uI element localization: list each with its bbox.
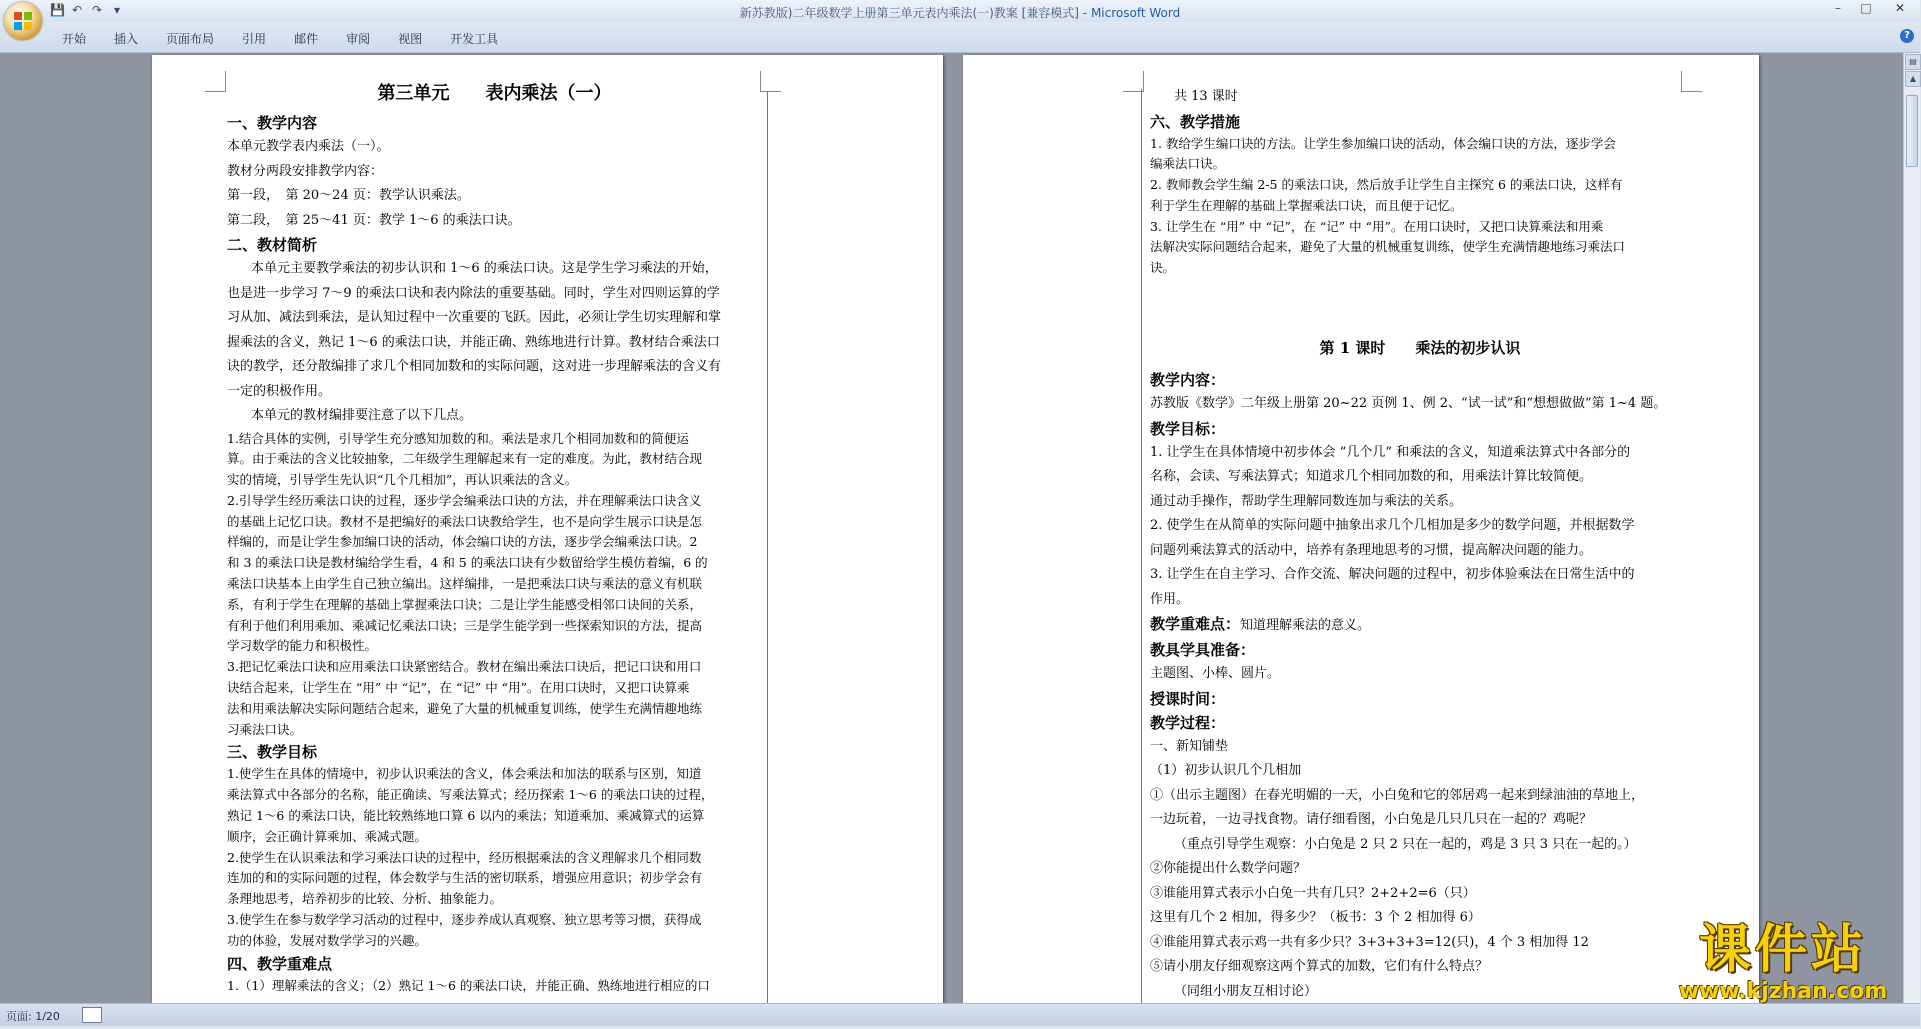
tab-5[interactable]: 审阅 bbox=[346, 32, 371, 46]
scroll-up-icon[interactable]: ▲ bbox=[1905, 71, 1921, 87]
page-count[interactable]: 页面: 1/20 bbox=[6, 1010, 60, 1023]
heading-text: 授课时间： bbox=[1150, 689, 1226, 708]
heading-extra: 知道理解乘法的意义。 bbox=[1240, 618, 1371, 634]
text-line: 本单元的教材编排要注意了以下几点。 bbox=[251, 408, 473, 423]
status-bar bbox=[0, 1003, 1920, 1026]
ribbon-tabs bbox=[48, 30, 512, 48]
section-heading bbox=[1150, 687, 1690, 711]
text-line: 1.（1）理解乘法的含义；（2）熟记 1～6 的乘法口诀，并能正确、熟练地进行相应的口 bbox=[227, 977, 710, 993]
text-line: ④谁能用算式表示鸡一共有多少只？3+3+3+3=12(只)，4 个 3 相加得 12 bbox=[1150, 934, 1589, 950]
section-heading bbox=[1150, 711, 1690, 735]
heading-text: 二、教材简析 bbox=[227, 236, 318, 254]
text-line: 乘法算式中各部分的名称，能正确读、写乘法算式；经历探索 1～6 的乘法口诀的过程， bbox=[227, 787, 714, 803]
text-line: 3.把记忆乘法口诀和应用乘法口诀紧密结合。教材在编出乘法口诀后，把记口诀和用口 bbox=[227, 659, 702, 675]
text-line: 实的情境，引导学生先认识“几个几相加”，再认识乘法的含义。 bbox=[227, 472, 578, 488]
heading-text: 三、教学目标 bbox=[227, 743, 318, 762]
section-heading bbox=[227, 740, 762, 764]
text-line: 条理地思考，培养初步的比较、分析、抽象能力。 bbox=[227, 891, 503, 907]
section-heading bbox=[227, 111, 762, 135]
text-line: 学习数学的能力和积极性。 bbox=[227, 638, 378, 654]
watermark-url: www.kjzhan.com bbox=[1678, 979, 1888, 1004]
tab-1[interactable]: 插入 bbox=[114, 32, 139, 46]
redo-icon[interactable]: ↷ bbox=[91, 3, 103, 17]
text-line: 习乘法口诀。 bbox=[227, 721, 303, 737]
vertical-scrollbar[interactable] bbox=[1903, 53, 1920, 1003]
crop-mark bbox=[205, 71, 226, 92]
maximize-button[interactable]: □ bbox=[1860, 1, 1872, 15]
section-heading bbox=[1150, 110, 1690, 134]
section-heading bbox=[1150, 612, 1690, 638]
text-line: 通过动手操作，帮助学生理解同数连加与乘法的关系。 bbox=[1150, 493, 1463, 509]
text-line: 主题图、小棒、圆片。 bbox=[1150, 666, 1281, 682]
text-line: 顺序，会正确计算乘加、乘减式题。 bbox=[227, 828, 428, 844]
text-line: （同组小朋友互相讨论） bbox=[1174, 983, 1318, 999]
page-2-content[interactable] bbox=[1150, 85, 1690, 1029]
document-title: 第三单元 表内乘法（一） bbox=[377, 83, 612, 104]
section-heading bbox=[1150, 638, 1690, 662]
proofing-icon[interactable] bbox=[82, 1007, 102, 1023]
text-line: 的基础上记忆口诀。教材不是把编好的乘法口诀教给学生，也不是向学生展示口诀是怎 bbox=[227, 513, 703, 529]
heading-text: 六、教学措施 bbox=[1150, 112, 1241, 131]
tab-6[interactable]: 视图 bbox=[398, 32, 423, 46]
text-line: 第一段， 第 20～24 页：教学认识乘法。 bbox=[227, 188, 470, 203]
document-area[interactable] bbox=[0, 53, 1904, 1003]
lesson-title: 第 1 课时 乘法的初步认识 bbox=[1319, 339, 1521, 358]
margin-line bbox=[767, 91, 768, 1021]
section-heading bbox=[1150, 368, 1690, 392]
section-heading bbox=[1150, 417, 1690, 441]
tab-4[interactable]: 邮件 bbox=[294, 32, 319, 46]
title-bar bbox=[0, 0, 1920, 22]
text-line: 1.结合具体的实例，引导学生充分感知加数的和。乘法是求几个相同加数和的简便运 bbox=[227, 430, 689, 446]
page-1-content[interactable] bbox=[227, 77, 762, 996]
text-line: 系，有利于学生在理解的基础上掌握乘法口诀；二是让学生能感受相邻口诀间的关系， bbox=[227, 596, 703, 612]
text-line: 共 13 课时 bbox=[1174, 89, 1238, 104]
tab-2[interactable]: 页面布局 bbox=[166, 32, 215, 46]
text-line: 法和用乘法解决实际问题结合起来，避免了大量的机械重复训练，使学生充满情趣地练 bbox=[227, 700, 703, 716]
office-button[interactable] bbox=[4, 2, 42, 40]
crop-mark bbox=[760, 71, 781, 92]
section-heading bbox=[227, 233, 762, 257]
section-heading bbox=[227, 952, 762, 976]
window-controls bbox=[1824, 0, 1920, 18]
text-line: 诀结合起来，让学生在 “用” 中 “记”，在 “记” 中 “用”。在用口诀时，又把口诀算乘 bbox=[227, 680, 690, 696]
text-line: 一、新知铺垫 bbox=[1150, 738, 1229, 754]
text-line: 3. 让学生在 “用” 中 “记”，在 “记” 中 “用”。在用口诀时，又把口诀算乘法和用乘 bbox=[1150, 218, 1604, 234]
save-icon[interactable]: 💾 bbox=[50, 3, 65, 17]
heading-text: 教学过程： bbox=[1150, 713, 1226, 732]
tab-7[interactable]: 开发工具 bbox=[450, 32, 499, 46]
document-page-2[interactable] bbox=[963, 55, 1759, 1015]
text-line: 利于学生在理解的基础上掌握乘法口诀，而且便于记忆。 bbox=[1150, 197, 1463, 213]
text-line: 乘法口诀基本上由学生自己独立编出。这样编排，一是把乘法口诀与乘法的意义有机联 bbox=[227, 576, 703, 592]
text-line: 作用。 bbox=[1150, 591, 1190, 607]
text-line: 1. 让学生在具体情境中初步体会 “几个几” 和乘法的含义，知道乘法算式中各部分的 bbox=[1150, 444, 1631, 460]
watermark-logo bbox=[1668, 920, 1898, 1004]
text-line: 1. 教给学生编口诀的方法。让学生参加编口诀的活动，体会编口诀的方法，逐步学会 bbox=[1150, 135, 1616, 151]
text-line: 2. 教师教会学生编 2-5 的乘法口诀，然后放手让学生自主探究 6 的乘法口诀，这样有 bbox=[1150, 177, 1623, 193]
text-line: 2.引导学生经历乘法口诀的过程，逐步学会编乘法口诀的方法，并在理解乘法口诀含义 bbox=[227, 492, 702, 508]
text-line: 问题列乘法算式的活动中，培养有条理地思考的习惯，提高解决问题的能力。 bbox=[1150, 542, 1593, 558]
text-line: 第二段， 第 25～41 页：教学 1～6 的乘法口诀。 bbox=[227, 212, 521, 228]
ribbon bbox=[0, 22, 1920, 53]
minimize-button[interactable]: – bbox=[1835, 1, 1841, 15]
text-line: 功的体验，发展对数学学习的兴趣。 bbox=[227, 932, 428, 948]
text-line: 法解决实际问题结合起来，避免了大量的机械重复训练，使学生充满情趣地练习乘法口 bbox=[1150, 239, 1626, 255]
text-line: 熟记 1～6 的乘法口诀，能比较熟练地口算 6 以内的乘法；知道乘加、乘减算式的运算 bbox=[227, 808, 705, 824]
text-line: 1.使学生在具体的情境中，初步认识乘法的含义，体会乘法和加法的联系与区别，知道 bbox=[227, 766, 702, 782]
text-line: 编乘法口诀。 bbox=[1150, 156, 1226, 172]
heading-text: 教学内容： bbox=[1150, 371, 1226, 390]
text-line: ①（出示主题图）在春光明媚的一天，小白兔和它的邻居鸡一起来到绿油油的草地上， bbox=[1150, 787, 1645, 803]
text-line: 诀。 bbox=[1150, 260, 1176, 276]
text-line: 和 3 的乘法口诀是教材编给学生看，4 和 5 的乘法口诀有少数留给学生模仿着编，6 的 bbox=[227, 555, 708, 571]
text-line: 3. 让学生在自主学习、合作交流、解决问题的过程中，初步体验乘法在日常生活中的 bbox=[1150, 567, 1635, 583]
close-button[interactable]: ✕ bbox=[1894, 1, 1906, 15]
window-title: 新苏教版)二年级数学上册第三单元表内乘法(一)教案 [兼容模式] - Microsoft Word bbox=[739, 6, 1181, 20]
blank-line bbox=[1150, 304, 1690, 329]
heading-text: 四、教学重难点 bbox=[227, 954, 333, 973]
text-line: 也是进一步学习 7～9 的乘法口诀和表内除法的重要基础。同时，学生对四则运算的学 bbox=[227, 285, 720, 301]
scroll-thumb[interactable] bbox=[1906, 95, 1918, 167]
text-line: ③谁能用算式表示小白兔一共有几只？2+2+2=6（只） bbox=[1150, 885, 1476, 901]
text-line: 本单元教学表内乘法（一）。 bbox=[227, 139, 390, 154]
tab-0[interactable]: 开始 bbox=[62, 32, 87, 46]
text-line: 一定的积极作用。 bbox=[227, 383, 332, 399]
tab-3[interactable]: 引用 bbox=[242, 32, 267, 46]
text-line: 连加的和的实际问题的过程，体会数学与生活的密切联系，增强应用意识；初步学会有 bbox=[227, 870, 703, 886]
text-line: 样编的，而是让学生参加编口诀的活动，体会编口诀的方法，逐步学会编乘法口诀。2 bbox=[227, 534, 698, 550]
text-line: ②你能提出什么数学问题？ bbox=[1150, 861, 1307, 877]
customize-qat-icon[interactable]: ▾ bbox=[113, 3, 121, 17]
text-line: 苏教版《数学》二年级上册第 20~22 页例 1、例 2、“试一试”和“想想做做”第 1~4 题。 bbox=[1150, 396, 1667, 412]
margin-line bbox=[1141, 89, 1142, 1019]
heading-text: 教具学具准备： bbox=[1150, 641, 1256, 660]
text-line: 握乘法的含义，熟记 1～6 的乘法口诀，并能正确、熟练地进行计算。教材结合乘法口 bbox=[227, 334, 720, 350]
help-icon[interactable]: ? bbox=[1900, 29, 1914, 43]
text-line: 2.使学生在认识乘法和学习乘法口诀的过程中，经历根据乘法的含义理解求几个相同数 bbox=[227, 849, 702, 865]
text-line: 本单元主要教学乘法的初步认识和 1～6 的乘法口诀。这是学生学习乘法的开始， bbox=[251, 261, 718, 276]
text-line: 名称，会读、写乘法算式；知道求几个相同加数的和，用乘法计算比较简便。 bbox=[1150, 469, 1593, 485]
text-line: 诀的教学，还分散编排了求几个相同加数和的实际问题，这对进一步理解乘法的含义有 bbox=[227, 359, 722, 374]
heading-text: 教学目标： bbox=[1150, 419, 1226, 438]
office-logo-icon bbox=[13, 11, 33, 31]
blank-line bbox=[1150, 279, 1690, 304]
text-line: 教材分两段安排教学内容： bbox=[227, 163, 384, 179]
watermark-text: 课件站 bbox=[1698, 920, 1867, 980]
text-line: 有利于他们利用乘加、乘减记忆乘法口诀；三是学生能学到一些探索知识的方法，提高 bbox=[227, 617, 703, 633]
undo-icon[interactable]: ↶ bbox=[71, 3, 83, 17]
text-line: 一边玩着，一边寻找食物。请仔细看图，小白兔是几只几只在一起的？鸡呢？ bbox=[1150, 812, 1593, 828]
document-page-1[interactable] bbox=[152, 55, 943, 1015]
text-line: 这里有几个 2 相加，得多少？（板书：3 个 2 相加得 6） bbox=[1150, 910, 1481, 926]
text-line: （1）初步认识几个几相加 bbox=[1150, 763, 1302, 779]
text-line: 3.使学生在参与数学学习活动的过程中，逐步养成认真观察、独立思考等习惯，获得成 bbox=[227, 912, 702, 928]
text-line: 习从加、减法到乘法，是认知过程中一次重要的飞跃。因此，必须让学生切实理解和掌 bbox=[227, 310, 722, 325]
text-line: 算。由于乘法的含义比较抽象，二年级学生理解起来有一定的难度。为此，教材结合现 bbox=[227, 451, 703, 467]
heading-text: 一、教学内容 bbox=[227, 114, 318, 132]
heading-text: 教学重难点： bbox=[1150, 615, 1241, 634]
text-line: （重点引导学生观察：小白兔是 2 只 2 只在一起的，鸡是 3 只 3 只在一起的。） bbox=[1174, 836, 1637, 852]
text-line: ⑤请小朋友仔细观察这两个算式的加数，它们有什么特点？ bbox=[1150, 959, 1489, 975]
text-line: 2. 使学生在从简单的实际问题中抽象出求几个几相加是多少的数学问题，并根据数学 bbox=[1150, 518, 1635, 534]
ruler-toggle-icon[interactable]: ▤ bbox=[1905, 54, 1921, 70]
